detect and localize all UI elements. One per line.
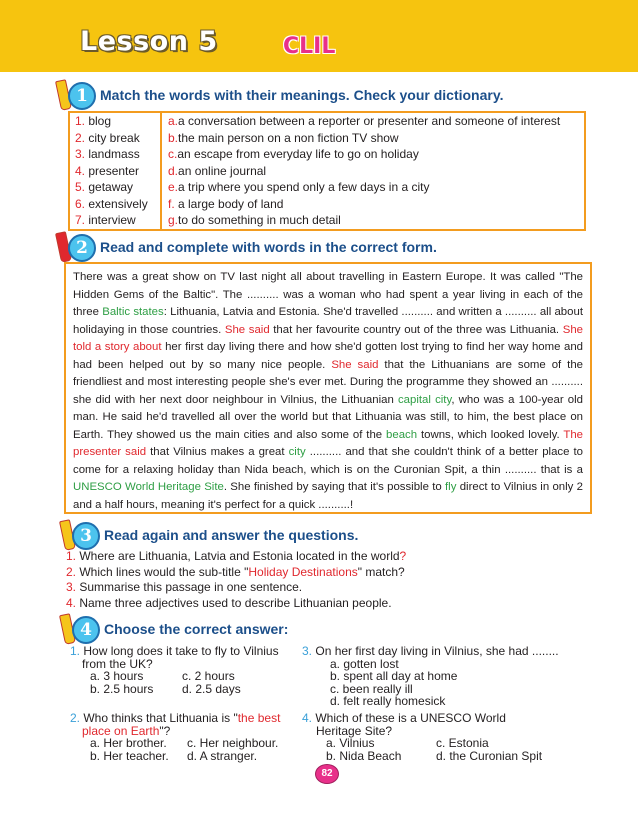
- section-instruction: Read and complete with words in the correct form.: [100, 239, 437, 255]
- question-text: Name three adjectives used to describe Lithuanian people.: [79, 595, 392, 610]
- option-a[interactable]: a. Her brother.: [90, 736, 167, 750]
- lesson-title: Lesson 5: [80, 26, 218, 57]
- reading-passage: [64, 262, 592, 514]
- passage-text: direct to Vilnius in only 2 and a half hours, meaning it's perfect for a quick ..........!: [73, 481, 583, 511]
- pencil-number-icon: [58, 80, 94, 110]
- word-row: [70, 196, 160, 213]
- question-number: 3.: [302, 644, 313, 658]
- meaning-letter: b.: [168, 130, 179, 145]
- option-b[interactable]: b. spent all day at home: [330, 669, 458, 683]
- passage-highlight: She said: [331, 358, 379, 371]
- mcq-question-3: [302, 645, 592, 708]
- word-row: [70, 130, 160, 147]
- question-highlight: the best: [237, 711, 281, 725]
- passage-highlight: capital city: [397, 393, 452, 406]
- question-text: On her first day living in Vilnius, she had ........: [315, 644, 559, 658]
- option-a[interactable]: a. 3 hours: [90, 669, 144, 683]
- passage-text: that Vilnius makes a great: [146, 446, 289, 458]
- passage-highlight: city: [288, 446, 306, 458]
- question-text: Summarise this passage in one sentence.: [79, 580, 303, 594]
- option-a[interactable]: a. Vilnius: [326, 736, 375, 750]
- section-number: 4: [72, 616, 100, 644]
- meaning-row: [162, 113, 582, 130]
- word-text: blog: [88, 114, 112, 128]
- word-number: 6.: [75, 196, 89, 211]
- passage-highlight: beach: [386, 428, 418, 441]
- meaning-text: to do something in much detail: [178, 213, 341, 227]
- question-item: [66, 580, 406, 596]
- option-b[interactable]: b. Her teacher.: [90, 748, 169, 763]
- word-row: [70, 113, 160, 130]
- question-number: 1.: [70, 644, 81, 658]
- section2-heading: [58, 232, 437, 262]
- word-text: city break: [88, 130, 140, 145]
- pencil-number-icon: [62, 614, 98, 644]
- word-text: getaway: [88, 180, 134, 194]
- section-number: 3: [72, 522, 100, 550]
- passage-highlight: She said: [224, 323, 270, 336]
- mcq-question-4: [302, 712, 592, 762]
- section-instruction: Match the words with their meanings. Check your dictionary.: [100, 87, 504, 103]
- mcq-question-1: [70, 645, 300, 695]
- option-d[interactable]: d. felt really homesick: [330, 694, 446, 708]
- question-number: 4.: [302, 711, 313, 725]
- question-text: Who thinks that Lithuania is ": [83, 711, 238, 725]
- word-row: [70, 179, 160, 196]
- pencil-number-icon: [62, 520, 98, 550]
- question-text: How long does it take to fly to Vilnius: [83, 644, 279, 658]
- word-number: 5.: [75, 180, 89, 194]
- option-d[interactable]: d. the Curonian Spit: [436, 748, 543, 763]
- word-number: 2.: [75, 130, 89, 145]
- word-row: [70, 163, 160, 180]
- passage-text: her first day living there and how she'd gotten lost trying to find her way home and had been helped out by so many nice people.: [73, 341, 583, 371]
- option-c[interactable]: c. Her neighbour.: [187, 736, 279, 750]
- meaning-text: the main person on a non fiction TV show: [178, 130, 399, 145]
- question-item: [66, 549, 406, 565]
- meaning-text: a conversation between a reporter or presenter and someone of interest: [178, 114, 561, 128]
- question-item: [66, 596, 406, 612]
- passage-highlight: She told a story about: [73, 323, 583, 353]
- passage-highlight: fly: [445, 481, 457, 493]
- section4-heading: [62, 614, 288, 644]
- section-instruction: Read again and answer the questions.: [104, 527, 359, 543]
- matching-table: [68, 111, 586, 231]
- meaning-row: [162, 146, 582, 163]
- meaning-letter: e.: [168, 180, 179, 194]
- question-highlight: place on Earth: [82, 723, 160, 738]
- word-number: 4.: [75, 163, 89, 178]
- meaning-text: an escape from everyday life to go on holiday: [177, 147, 419, 161]
- question-number: 1.: [66, 549, 80, 563]
- option-a[interactable]: a. gotten lost: [330, 656, 399, 671]
- option-d[interactable]: d. A stranger.: [187, 748, 258, 763]
- question-item: [66, 565, 406, 581]
- page-number: 82: [315, 764, 339, 784]
- question-text: Heritage Site?: [316, 723, 393, 738]
- passage-text: that her favourite country out of the three was Lithuania.: [269, 323, 563, 336]
- section3-heading: [62, 520, 358, 550]
- word-text: interview: [88, 213, 136, 227]
- word-row: [70, 212, 160, 229]
- question-number: 2.: [70, 711, 81, 725]
- passage-highlight: Baltic states: [102, 306, 164, 318]
- mcq-question-2: [70, 712, 300, 762]
- option-c[interactable]: c. been really ill: [330, 681, 413, 696]
- passage-text: There was a great show on TV last night all about travelling in Eastern Europe. It was called "The Hidden Gems of the Baltic". The .......... was a woman who had spent a year living in each of the three: [73, 271, 583, 318]
- words-column: [70, 113, 162, 229]
- questions-list: [66, 549, 406, 611]
- question-text: ?: [399, 549, 407, 563]
- meaning-letter: c.: [168, 147, 178, 161]
- passage-text: .......... and that she couldn't think of a better place to come for a relaxing holiday than Nida beach, which is on the Curonian Spit, a thin .......... that is a: [73, 446, 583, 476]
- section-instruction: Choose the correct answer:: [104, 621, 289, 637]
- word-number: 1.: [75, 114, 89, 128]
- meaning-letter: f.: [168, 196, 175, 211]
- word-text: extensively: [88, 196, 148, 211]
- option-b[interactable]: b. 2.5 hours: [90, 681, 154, 696]
- meaning-text: an online journal: [178, 163, 267, 178]
- clil-tag: CLIL: [283, 34, 336, 59]
- meaning-row: [162, 163, 582, 180]
- meaning-row: [162, 196, 582, 213]
- question-text: Where are Lithuania, Latvia and Estonia located in the world: [79, 549, 400, 563]
- option-b[interactable]: b. Nida Beach: [326, 748, 402, 763]
- passage-text: , who was a 100-year old man. He said he'd travelled all over the world but that Lithuania was still, to him, the best place on Earth. They showed us the main cities and also some of the: [73, 393, 583, 441]
- word-number: 3.: [75, 147, 89, 161]
- question-text: Holiday Destinations: [248, 564, 358, 579]
- question-text: from the UK?: [82, 656, 153, 671]
- option-d[interactable]: d. 2.5 days: [182, 681, 241, 696]
- passage-text: towns, which looked lovely.: [417, 428, 564, 441]
- question-number: 4.: [66, 595, 80, 610]
- question-text: " match?: [357, 564, 405, 579]
- passage-text: . She finished by saying that it's possible to: [223, 481, 446, 493]
- meaning-letter: a.: [168, 114, 179, 128]
- question-text: "?: [159, 723, 171, 738]
- option-c[interactable]: c. 2 hours: [182, 669, 235, 683]
- word-text: presenter: [88, 163, 140, 178]
- option-c[interactable]: c. Estonia: [436, 736, 489, 750]
- meaning-row: [162, 179, 582, 196]
- word-text: landmass: [88, 147, 140, 161]
- question-text: Which of these is a UNESCO World: [315, 711, 506, 725]
- question-number: 2.: [66, 564, 80, 579]
- section-number: 1: [68, 82, 96, 110]
- passage-text: : Lithuania, Latvia and Estonia. She'd travelled .......... and written a .......... all about holidaying in those countries.: [73, 306, 583, 336]
- section1-heading: [58, 80, 503, 110]
- book-number-icon: [58, 232, 94, 262]
- meanings-column: [162, 113, 582, 229]
- passage-text: that the Lithuanians are some of the friendliest and most interesting people she's ever met. During the programme they showed an .......... she did with her next door neighbour in Vilnius, the Lithuanian: [73, 358, 584, 406]
- word-row: [70, 146, 160, 163]
- meaning-text: a trip where you spend only a few days in a city: [178, 180, 430, 194]
- meaning-text: a large body of land: [174, 196, 284, 211]
- question-text: Which lines would the sub-title ": [79, 564, 249, 579]
- meaning-letter: g.: [168, 213, 179, 227]
- meaning-row: [162, 212, 582, 229]
- word-number: 7.: [75, 213, 89, 227]
- question-number: 3.: [66, 580, 80, 594]
- meaning-letter: d.: [168, 163, 179, 178]
- passage-highlight: The presenter said: [73, 428, 584, 458]
- section-number: 2: [68, 234, 96, 262]
- meaning-row: [162, 130, 582, 147]
- passage-highlight: UNESCO World Heritage Site: [73, 481, 224, 493]
